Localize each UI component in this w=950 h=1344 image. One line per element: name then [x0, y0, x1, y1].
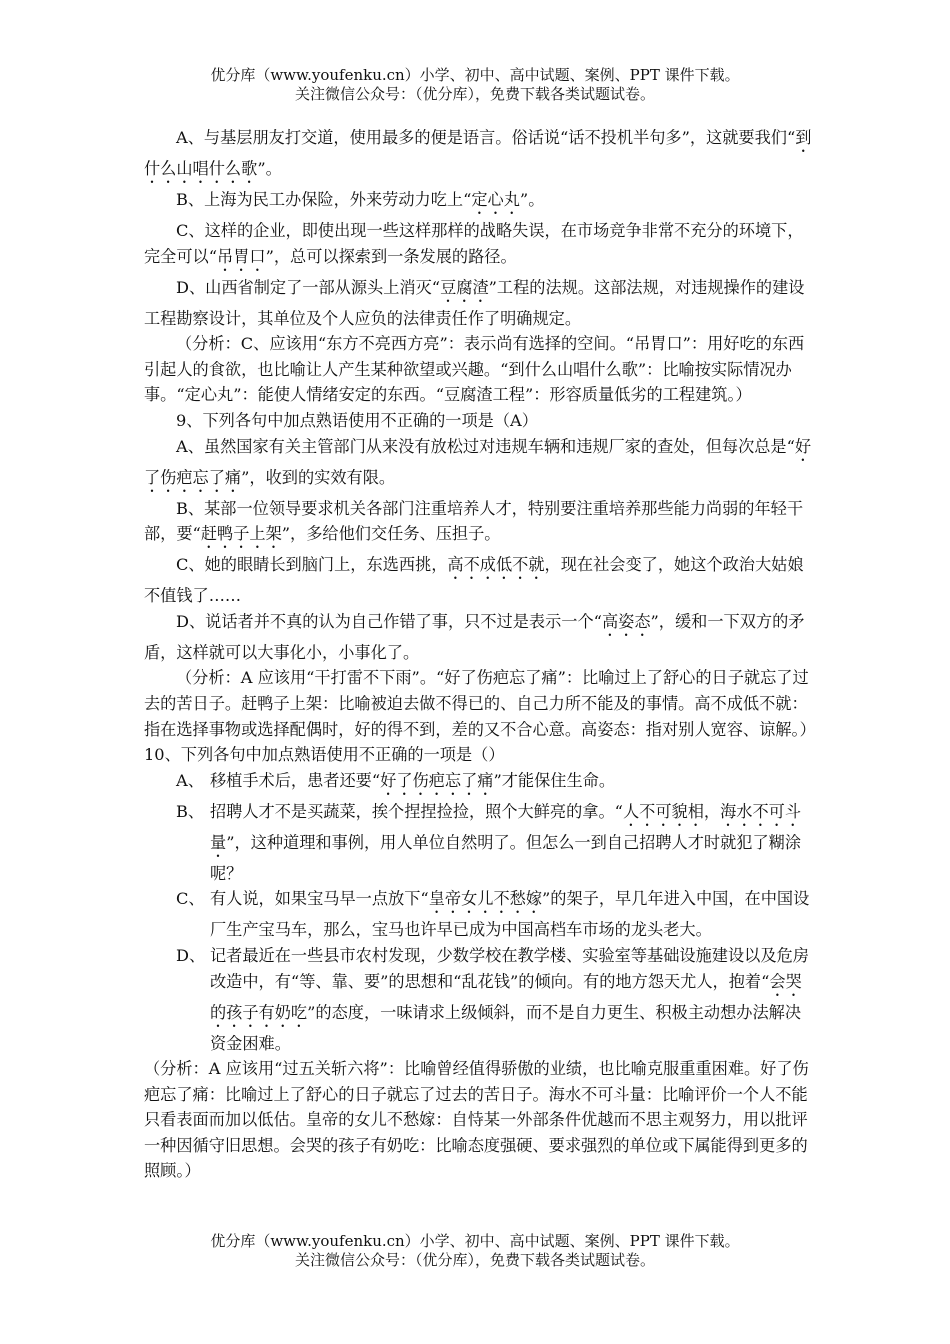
text: D、说话者并不真的认为自己作错了事，只不过是表示一个“: [176, 611, 602, 631]
dotted-idiom: 豆腐渣: [440, 277, 489, 297]
dotted-idiom: 好了伤疤忘了痛: [380, 770, 494, 790]
text: ”的架子，早几年进入中国，在中国设厂生产宝马车，那么，宝马也许早已成为中国高档车市场的龙头老大。: [210, 889, 810, 940]
text: ”才能保住生命。: [493, 770, 616, 790]
option-label: A、: [176, 770, 204, 790]
dotted-idiom: 到什么山唱什么歌: [144, 128, 812, 178]
option-text: [210, 886, 814, 943]
q9-analysis: （分析：A 应该用“干打雷不下雨”。“好了伤疤忘了痛”：比喻过上了舒心的日子就忘了过去的苦日子。赶鸭子上架：比喻被迫去做不得已的、自己力所不能及的事情。高不成低不就：指在选择事物或选择配偶时，好的得不到，差的又不合心意。高姿态：指对别人宽容、谅解。）: [144, 668, 816, 739]
page-footer: [0, 1232, 950, 1270]
dotted-idiom: 皇帝女儿不愁嫁: [428, 889, 543, 909]
q10-option-c: [176, 886, 814, 943]
text: 记者最近在一些县市农村发现，少数学校在教学楼、实验室等基础设施建设以及危房改造中，有“等、靠、要”的思想和“乱花钱”的倾向。有的地方怨天尤人，抱着“: [210, 945, 809, 991]
option-text: [210, 768, 814, 799]
footer-line-1: 优分库（www.youfenku.cn）小学、初中、高中试题、案例、PPT 课件下载。: [210, 1232, 740, 1250]
q9-option-b: [144, 496, 814, 553]
text: C、这样的企业，即使出现一些这样那样的战略失误，在市场竞争非常不充分的环境下，完全可以“: [144, 221, 804, 266]
text: B、上海为民工办保险，外来劳动力吃上“: [176, 190, 472, 209]
text: 有人说，如果宝马早一点放下“: [210, 889, 429, 909]
option-text: [210, 799, 814, 887]
text: ”的态度，一味请求上级倾斜，而不是自力更生、积极主动想办法解决资金困难。: [210, 1002, 802, 1053]
dotted-idiom: 高姿态: [601, 611, 651, 631]
q8-option-c: [144, 218, 814, 275]
footer-line-2: 关注微信公众号：（优分库），免费下载各类试题试卷。: [294, 1251, 655, 1269]
q10-title: 10、下列各句中加点熟语使用不正确的一项是（）: [144, 745, 505, 765]
header-line-1: 优分库（www.youfenku.cn）小学、初中、高中试题、案例、PPT 课件下载。: [210, 66, 740, 84]
q10-option-a: [176, 768, 814, 799]
q8-option-d: [144, 275, 814, 332]
dotted-idiom: 高不成低不就: [447, 555, 545, 575]
text: 招聘人才不是买蔬菜，挨个捏捏捡捡，照个大鲜亮的拿。“: [210, 801, 623, 821]
q10-option-d: [176, 943, 814, 1056]
q9-option-c: [144, 552, 814, 609]
option-text: [210, 943, 814, 1056]
option-label: D、: [176, 945, 206, 965]
text: ”，多给他们交任务、压担子。: [281, 524, 501, 544]
text: B、某部一位领导要求机关各部门注重培养人才，特别要注重培养那些能力尚弱的年轻干部，要“: [144, 498, 804, 544]
text: ”，这种道理和事例，用人单位自然明了。但怎么一到自己招聘人才时就犯了糊涂呢？: [210, 832, 802, 883]
text: ”，缓和一下双方的矛盾，这样就可以大事化小，小事化了。: [144, 611, 805, 662]
q8-analysis: （分析：C、应该用“东方不亮西方亮”：表示尚有选择的空间。“吊胃口”：用好吃的东西引起人的食欲，也比喻让人产生某种欲望或兴趣。“到什么山唱什么歌”：比喻按实际情况办事。“定心丸”：能使人情绪安定的东西。“豆腐渣工程”：形容质量低劣的工程建筑。）: [144, 334, 805, 405]
dotted-idiom: 会哭的孩子有奶吃: [210, 971, 802, 1022]
text: A、与基层朋友打交道，使用最多的便是语言。俗话说“话不投机半句多”，这就要我们“: [176, 128, 796, 147]
text: ”。: [257, 159, 282, 178]
text: ”，总可以探索到一条发展的路径。: [265, 246, 517, 266]
text: A、虽然国家有关主管部门从来没有放松过对违规车辆和违规厂家的查处，但每次总是“: [176, 436, 795, 456]
text: ”，收到的实效有限。: [241, 467, 396, 487]
q10-option-b: [176, 799, 814, 887]
page-header: [0, 66, 950, 104]
header-line-2: 关注微信公众号：（优分库），免费下载各类试题试卷。: [294, 85, 655, 103]
dotted-idiom: 人不可貌相，海水不可斗量: [210, 801, 802, 852]
q8-option-a: [144, 125, 814, 187]
dotted-idiom: 定心丸: [471, 190, 520, 209]
option-label: C、: [176, 889, 205, 909]
dotted-idiom: 赶鸭子上架: [200, 524, 282, 544]
q8-option-b: [144, 187, 814, 218]
q9-option-d: [144, 609, 814, 666]
dotted-idiom: 吊胃口: [217, 246, 266, 266]
text: ，现在社会变了，她这个政治大姑娘不值钱了……: [144, 555, 804, 606]
text: C、她的眼睛长到脑门上，东选西挑，: [176, 555, 448, 575]
text: ”工程的法规。这部法规，对违规操作的建设工程勘察设计，其单位及个人应负的法律责任作了明确规定。: [144, 277, 805, 328]
text: D、山西省制定了一部从源头上消灭“: [176, 277, 441, 297]
dotted-idiom: 好了伤疤忘了痛: [144, 436, 812, 487]
text: 移植手术后，患者还要“: [210, 770, 381, 790]
document-body: [144, 125, 814, 1184]
option-label: B、: [176, 801, 205, 821]
text: ”。: [519, 190, 545, 209]
q9-title: 9、下列各句中加点熟语使用不正确的一项是（A）: [176, 410, 538, 430]
q9-option-a: [144, 434, 814, 496]
q10-analysis: （分析：A 应该用“过五关斩六将”：比喻曾经值得骄傲的业绩，也比喻克服重重困难。好了伤疤忘了痛：比喻过上了舒心的日子就忘了过去的苦日子。海水不可斗量：比喻评价一个人不能只看表面而加以低估。皇帝的女儿不愁嫁：自恃某一外部条件优越而不思主观努力，用以批评一种因循守旧思想。会哭的孩子有奶吃：比喻态度强硬、要求强烈的单位或下属能得到更多的照顾。）: [144, 1059, 809, 1181]
